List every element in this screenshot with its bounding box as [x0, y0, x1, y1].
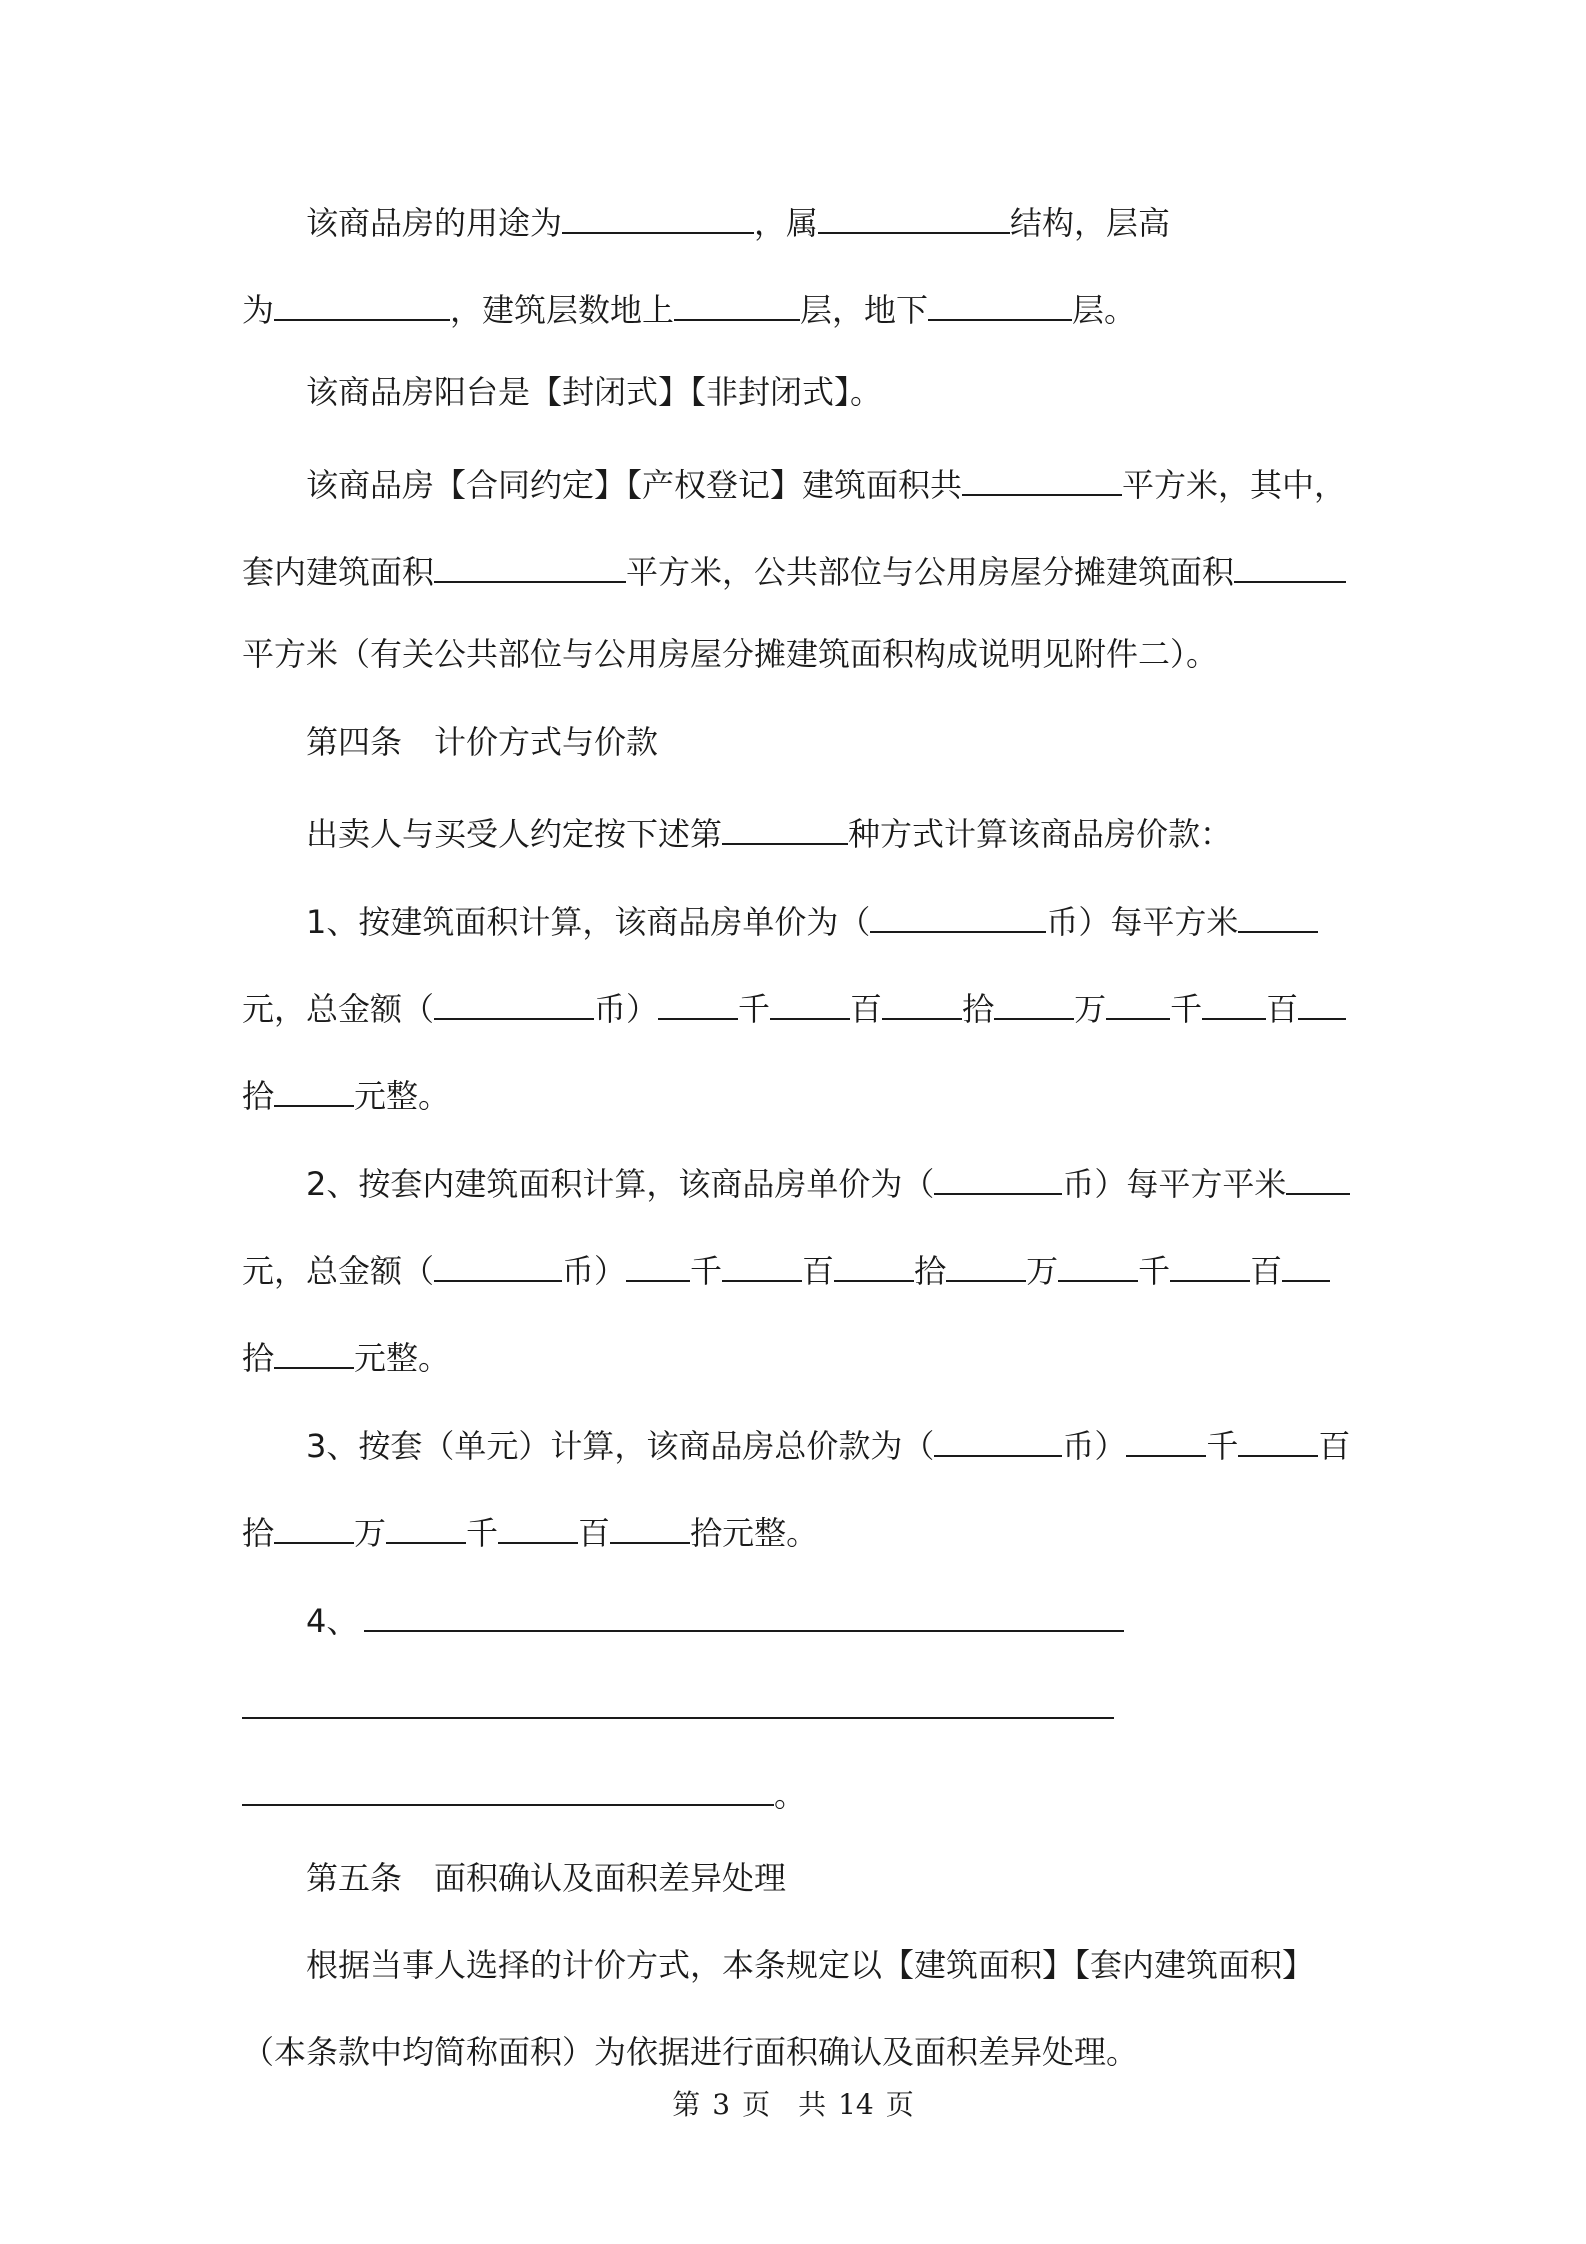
method-2-line-2	[242, 1236, 1330, 1296]
area-line-2	[242, 537, 1346, 597]
text: 千	[1170, 990, 1203, 1028]
method-2-line-3	[242, 1323, 450, 1383]
other-method-blank[interactable]	[242, 1760, 774, 1806]
text: 千	[690, 1252, 723, 1290]
text: 拾	[962, 990, 995, 1028]
text: 该商品房【合同约定】【产权登记】建筑面积共	[306, 466, 963, 504]
footer-suffix: 页	[885, 2088, 914, 2121]
text: 1、按建筑面积计算，该商品房单价为（	[306, 903, 871, 941]
text: ，建筑层数地上	[450, 291, 675, 329]
method-1-line-1	[306, 887, 1318, 947]
amount-blank[interactable]	[1126, 1411, 1206, 1457]
text: 百	[802, 1252, 835, 1290]
inner-area-blank[interactable]	[434, 537, 626, 583]
page-footer	[0, 2085, 1586, 2125]
method-4-line-1	[306, 1586, 1124, 1646]
text: 4、	[306, 1602, 359, 1640]
amount-blank[interactable]	[658, 974, 738, 1020]
method-3-line-1	[306, 1411, 1350, 1471]
area-line-3: 平方米（有关公共部位与公用房屋分摊建筑面积构成说明见附件二）。	[242, 635, 1219, 673]
shared-area-blank[interactable]	[1234, 537, 1346, 583]
text: 2、按套内建筑面积计算，该商品房单价为（	[306, 1165, 935, 1203]
unit-price-blank[interactable]	[1286, 1149, 1350, 1195]
text: 百	[1318, 1427, 1351, 1465]
method-4-line-2	[242, 1673, 1114, 1733]
amount-blank[interactable]	[946, 1236, 1026, 1282]
text: 拾元整。	[690, 1514, 819, 1552]
article-5-line-1: 根据当事人选择的计价方式，本条规定以【建筑面积】【套内建筑面积】	[306, 1946, 1315, 1984]
text: 千	[1138, 1252, 1171, 1290]
text: 万	[1026, 1252, 1059, 1290]
amount-blank[interactable]	[1106, 974, 1170, 1020]
text: 百	[578, 1514, 611, 1552]
currency-blank[interactable]	[934, 1411, 1062, 1457]
structure-blank[interactable]	[818, 188, 1010, 234]
text: 种方式计算该商品房价款：	[848, 815, 1233, 853]
method-1-line-3	[242, 1061, 450, 1121]
amount-blank[interactable]	[274, 1061, 354, 1107]
amount-blank[interactable]	[882, 974, 962, 1020]
text: 元整。	[354, 1339, 451, 1377]
text: 拾	[242, 1077, 275, 1115]
currency-blank[interactable]	[870, 887, 1046, 933]
method-2-line-1	[306, 1149, 1350, 1209]
usage-blank[interactable]	[562, 188, 754, 234]
footer-mid: 页 共	[742, 2088, 827, 2121]
usage-line	[306, 188, 1170, 248]
floor-height-blank[interactable]	[274, 275, 450, 321]
text: 百	[850, 990, 883, 1028]
amount-blank[interactable]	[1170, 1236, 1250, 1282]
article-4-intro	[306, 799, 1232, 859]
amount-blank[interactable]	[1282, 1236, 1330, 1282]
text: 3、按套（单元）计算，该商品房总价款为（	[306, 1427, 935, 1465]
amount-blank[interactable]	[386, 1498, 466, 1544]
text: 元，总金额（	[242, 1252, 435, 1290]
text: 元，总金额（	[242, 990, 435, 1028]
currency-blank[interactable]	[934, 1149, 1062, 1195]
currency-blank[interactable]	[434, 1236, 562, 1282]
text: 百	[1250, 1252, 1283, 1290]
text: 出卖人与买受人约定按下述第	[306, 815, 723, 853]
text: 千	[1206, 1427, 1239, 1465]
currency-blank[interactable]	[434, 974, 594, 1020]
balcony-line: 该商品房阳台是【封闭式】【非封闭式】。	[306, 373, 883, 411]
article-5-heading: 第五条 面积确认及面积差异处理	[306, 1859, 787, 1897]
other-method-blank[interactable]	[242, 1673, 1114, 1719]
amount-blank[interactable]	[722, 1236, 802, 1282]
footer-prefix: 第	[672, 2088, 701, 2121]
amount-blank[interactable]	[626, 1236, 690, 1282]
amount-blank[interactable]	[834, 1236, 914, 1282]
other-method-blank[interactable]	[364, 1586, 1124, 1632]
amount-blank[interactable]	[1298, 974, 1346, 1020]
amount-blank[interactable]	[1238, 1411, 1318, 1457]
method-3-line-2	[242, 1498, 818, 1558]
amount-blank[interactable]	[994, 974, 1074, 1020]
text: 平方米，公共部位与公用房屋分摊建筑面积	[626, 553, 1235, 591]
text: 万	[1074, 990, 1107, 1028]
method-number-blank[interactable]	[722, 799, 848, 845]
floors-below-blank[interactable]	[928, 275, 1072, 321]
text: 币）每平方米	[1046, 903, 1239, 941]
area-line-1	[306, 450, 1346, 510]
text: 币）每平方平米	[1062, 1165, 1287, 1203]
floors-above-blank[interactable]	[674, 275, 800, 321]
text: 千	[466, 1514, 499, 1552]
page-total: 14	[838, 2088, 874, 2121]
text: 套内建筑面积	[242, 553, 435, 591]
text: 千	[738, 990, 771, 1028]
text: 币）	[1062, 1427, 1127, 1465]
method-4-line-3	[242, 1760, 806, 1820]
floors-line	[242, 275, 1136, 335]
method-1-line-2	[242, 974, 1346, 1034]
text: 。	[774, 1776, 807, 1814]
amount-blank[interactable]	[1202, 974, 1266, 1020]
unit-price-blank[interactable]	[1238, 887, 1318, 933]
amount-blank[interactable]	[274, 1323, 354, 1369]
amount-blank[interactable]	[770, 974, 850, 1020]
text: 平方米，其中，	[1122, 466, 1347, 504]
text: 拾	[242, 1514, 275, 1552]
amount-blank[interactable]	[1058, 1236, 1138, 1282]
total-area-blank[interactable]	[962, 450, 1122, 496]
text: 元整。	[354, 1077, 451, 1115]
text: 结构，层高	[1010, 204, 1171, 242]
text: 百	[1266, 990, 1299, 1028]
text: 拾	[242, 1339, 275, 1377]
amount-blank[interactable]	[274, 1498, 354, 1544]
article-4-heading: 第四条 计价方式与价款	[306, 723, 659, 761]
text: 层，地下	[800, 291, 929, 329]
text: 为	[242, 291, 275, 329]
text: 该商品房的用途为	[306, 204, 563, 242]
text: ，属	[754, 204, 819, 242]
text: 层。	[1072, 291, 1137, 329]
text: 币）	[562, 1252, 627, 1290]
text: 万	[354, 1514, 387, 1552]
page-number: 3	[712, 2088, 731, 2121]
amount-blank[interactable]	[498, 1498, 578, 1544]
text: 币）	[594, 990, 659, 1028]
article-5-line-2: （本条款中均简称面积）为依据进行面积确认及面积差异处理。	[242, 2033, 1139, 2071]
text: 拾	[914, 1252, 947, 1290]
amount-blank[interactable]	[610, 1498, 690, 1544]
